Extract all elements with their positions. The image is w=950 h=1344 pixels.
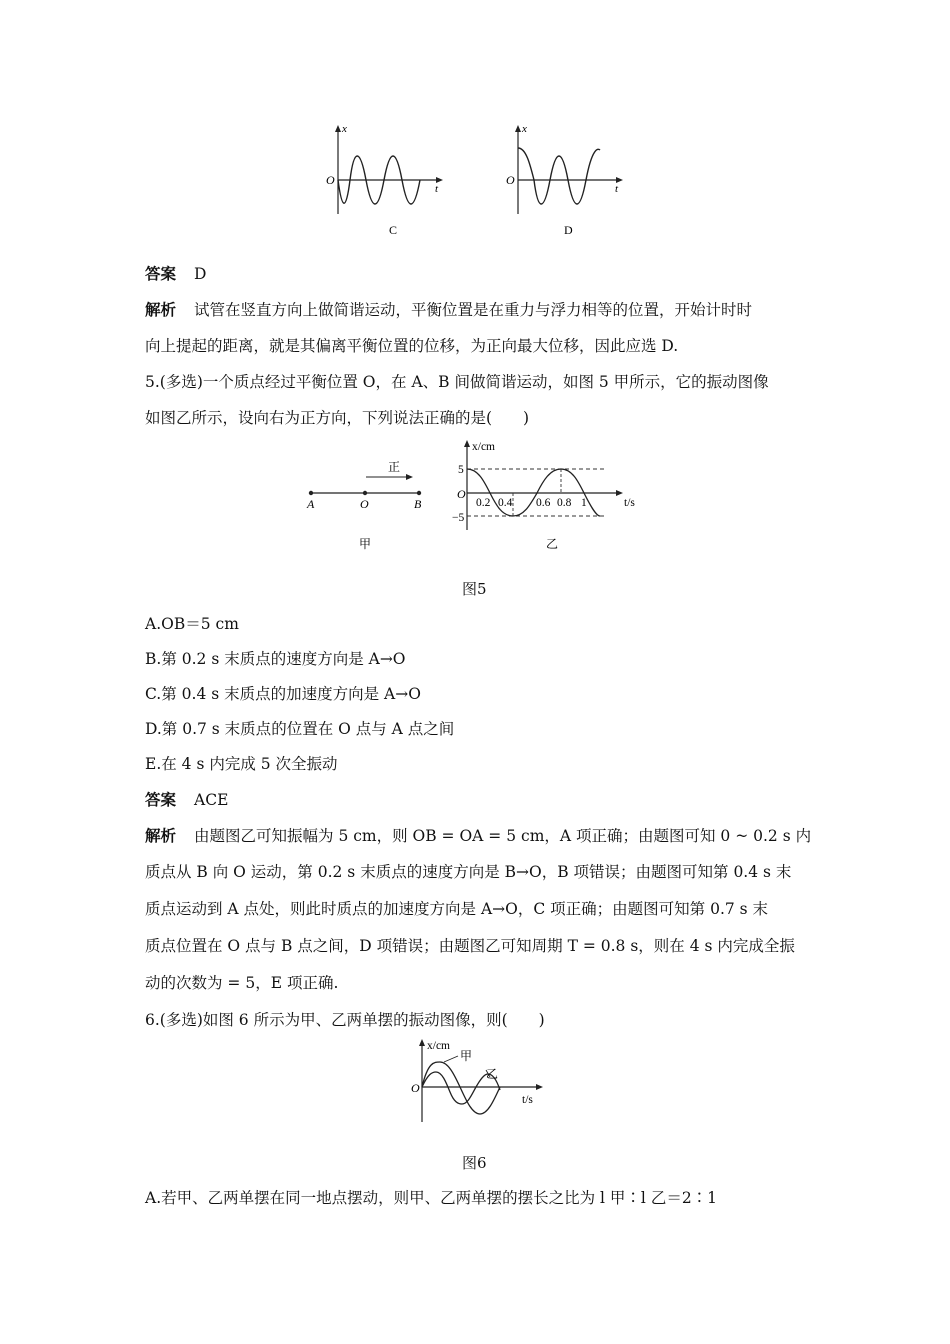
q6-stem: 6.(多选)如图 6 所示为甲、乙两单摆的振动图像，则( ) bbox=[145, 1011, 545, 1029]
fig5-jia-label-a: A bbox=[307, 497, 315, 511]
graph-d bbox=[506, 123, 623, 237]
graph-c-label: C bbox=[389, 223, 398, 237]
q4-analysis-line1 bbox=[145, 298, 752, 320]
figure-6-caption: 图6 bbox=[462, 1154, 487, 1172]
q5-option-e: E.在 4 s 内完成 5 次全振动 bbox=[145, 755, 338, 773]
q5-stem-line1: 5.(多选)一个质点经过平衡位置 O，在 A、B 间做简谐运动，如图 5 甲所示，它的振动图像 bbox=[145, 373, 769, 391]
fig5-jia-label-o: O bbox=[360, 497, 369, 511]
fig5-jia-point-b bbox=[417, 491, 421, 495]
q6-option-a: A.若甲、乙两单摆在同一地点摆动，则甲、乙两单摆的摆长之比为 l 甲∶l 乙＝2∶1 bbox=[145, 1189, 718, 1207]
q5-analysis-line1 bbox=[145, 824, 811, 846]
fig5-yi-caption: 乙 bbox=[546, 537, 559, 551]
graph-d-origin: O bbox=[506, 173, 515, 187]
fig5-jia-caption: 甲 bbox=[359, 537, 372, 551]
q4-answer-value: D bbox=[194, 265, 207, 283]
graph-d-t-label: t bbox=[615, 183, 619, 195]
q5-analysis-label: 解析 bbox=[145, 826, 177, 845]
q5-option-b: B.第 0.2 s 末质点的速度方向是 A→O bbox=[145, 650, 406, 668]
q4-analysis-line2: 向上提起的距离，就是其偏离平衡位置的位移，为正向最大位移，因此应选 D. bbox=[145, 337, 679, 355]
fig5-jia bbox=[306, 460, 422, 551]
fig6-ylabel: x/cm bbox=[427, 1040, 450, 1052]
graph-c-t-label: t bbox=[435, 183, 439, 195]
fig5-jia-arrow-label: 正 bbox=[388, 460, 401, 474]
q5-answer-label: 答案 bbox=[145, 790, 177, 809]
q5-analysis-line5: 动的次数为 = 5，E 项正确. bbox=[145, 974, 339, 992]
q5-option-a: A.OB＝5 cm bbox=[145, 615, 239, 633]
q5-analysis-text1: 由题图乙可知振幅为 5 cm，则 OB = OA = 5 cm，A 项正确；由题图可知 0 ~ 0.2 s 内 bbox=[194, 827, 812, 845]
q5-analysis-line3: 质点运动到 A 点处，则此时质点的加速度方向是 A→O，C 项正确；由题图可知第 0.7 s 末 bbox=[145, 900, 769, 918]
fig6-x-arrow bbox=[419, 1039, 425, 1046]
fig5-jia-label-b: B bbox=[414, 497, 422, 511]
graph-d-x-arrow bbox=[515, 125, 521, 132]
fig6-origin: O bbox=[411, 1081, 420, 1095]
q4-analysis-label: 解析 bbox=[145, 300, 177, 319]
q5-stem-line2: 如图乙所示，设向右为正方向，下列说法正确的是( ) bbox=[145, 409, 530, 427]
q4-answer-label: 答案 bbox=[145, 264, 177, 283]
figure-6 bbox=[0, 1032, 950, 1132]
graph-c bbox=[326, 123, 443, 237]
fig5-yi-ytick-5: 5 bbox=[458, 464, 464, 476]
fig5-yi-ytick-neg5: −5 bbox=[452, 512, 465, 524]
fig6-t-arrow bbox=[536, 1084, 543, 1090]
fig5-jia-point-a bbox=[309, 491, 313, 495]
graph-c-x-label: x bbox=[342, 123, 347, 135]
q5-analysis-line4: 质点位置在 O 点与 B 点之间，D 项错误；由题图乙可知周期 T = 0.8 s，则在 4 s 内完成全振 bbox=[145, 937, 795, 955]
graph-d-x-label: x bbox=[522, 123, 527, 135]
top-graphs bbox=[0, 0, 950, 240]
fig6-leader-jia bbox=[444, 1056, 458, 1062]
graph-d-curve bbox=[518, 148, 600, 204]
graph-c-x-arrow bbox=[335, 125, 341, 132]
fig5-yi-xtick-02: 0.2 bbox=[476, 497, 491, 509]
q5-option-d: D.第 0.7 s 末质点的位置在 O 点与 A 点之间 bbox=[145, 720, 455, 738]
q5-answer bbox=[145, 788, 228, 810]
fig6-xlabel: t/s bbox=[522, 1094, 533, 1106]
q5-answer-value: ACE bbox=[194, 791, 229, 809]
fig5-yi-ylabel: x/cm bbox=[472, 441, 495, 453]
graph-d-label: D bbox=[564, 223, 573, 237]
fig6-series-yi: 乙 bbox=[486, 1067, 499, 1081]
figure-5 bbox=[0, 435, 950, 565]
fig5-yi-t-arrow bbox=[616, 490, 623, 496]
q5-option-c: C.第 0.4 s 末质点的加速度方向是 A→O bbox=[145, 685, 421, 703]
q4-analysis-text1: 试管在竖直方向上做简谐运动，平衡位置是在重力与浮力相等的位置，开始计时时 bbox=[194, 301, 753, 319]
q4-answer bbox=[145, 262, 206, 284]
fig5-yi-origin: O bbox=[457, 487, 466, 501]
fig6-series-jia: 甲 bbox=[460, 1049, 473, 1063]
fig5-yi-xtick-04: 0.4 bbox=[498, 497, 513, 509]
fig5-jia-point-o bbox=[363, 491, 367, 495]
fig5-yi bbox=[452, 440, 635, 551]
graph-c-origin: O bbox=[326, 173, 335, 187]
fig5-yi-xlabel: t/s bbox=[624, 497, 635, 509]
fig5-yi-x-arrow bbox=[464, 440, 470, 447]
fig5-jia-arrowhead bbox=[406, 474, 413, 480]
fig5-yi-xtick-1: 1 bbox=[581, 497, 587, 509]
q5-analysis-line2: 质点从 B 向 O 运动，第 0.2 s 末质点的速度方向是 B→O，B 项错误；由题图可知第 0.4 s 末 bbox=[145, 863, 792, 881]
fig5-yi-xtick-06: 0.6 bbox=[536, 497, 551, 509]
figure-5-caption: 图5 bbox=[462, 580, 487, 598]
fig5-yi-xtick-08: 0.8 bbox=[557, 497, 572, 509]
